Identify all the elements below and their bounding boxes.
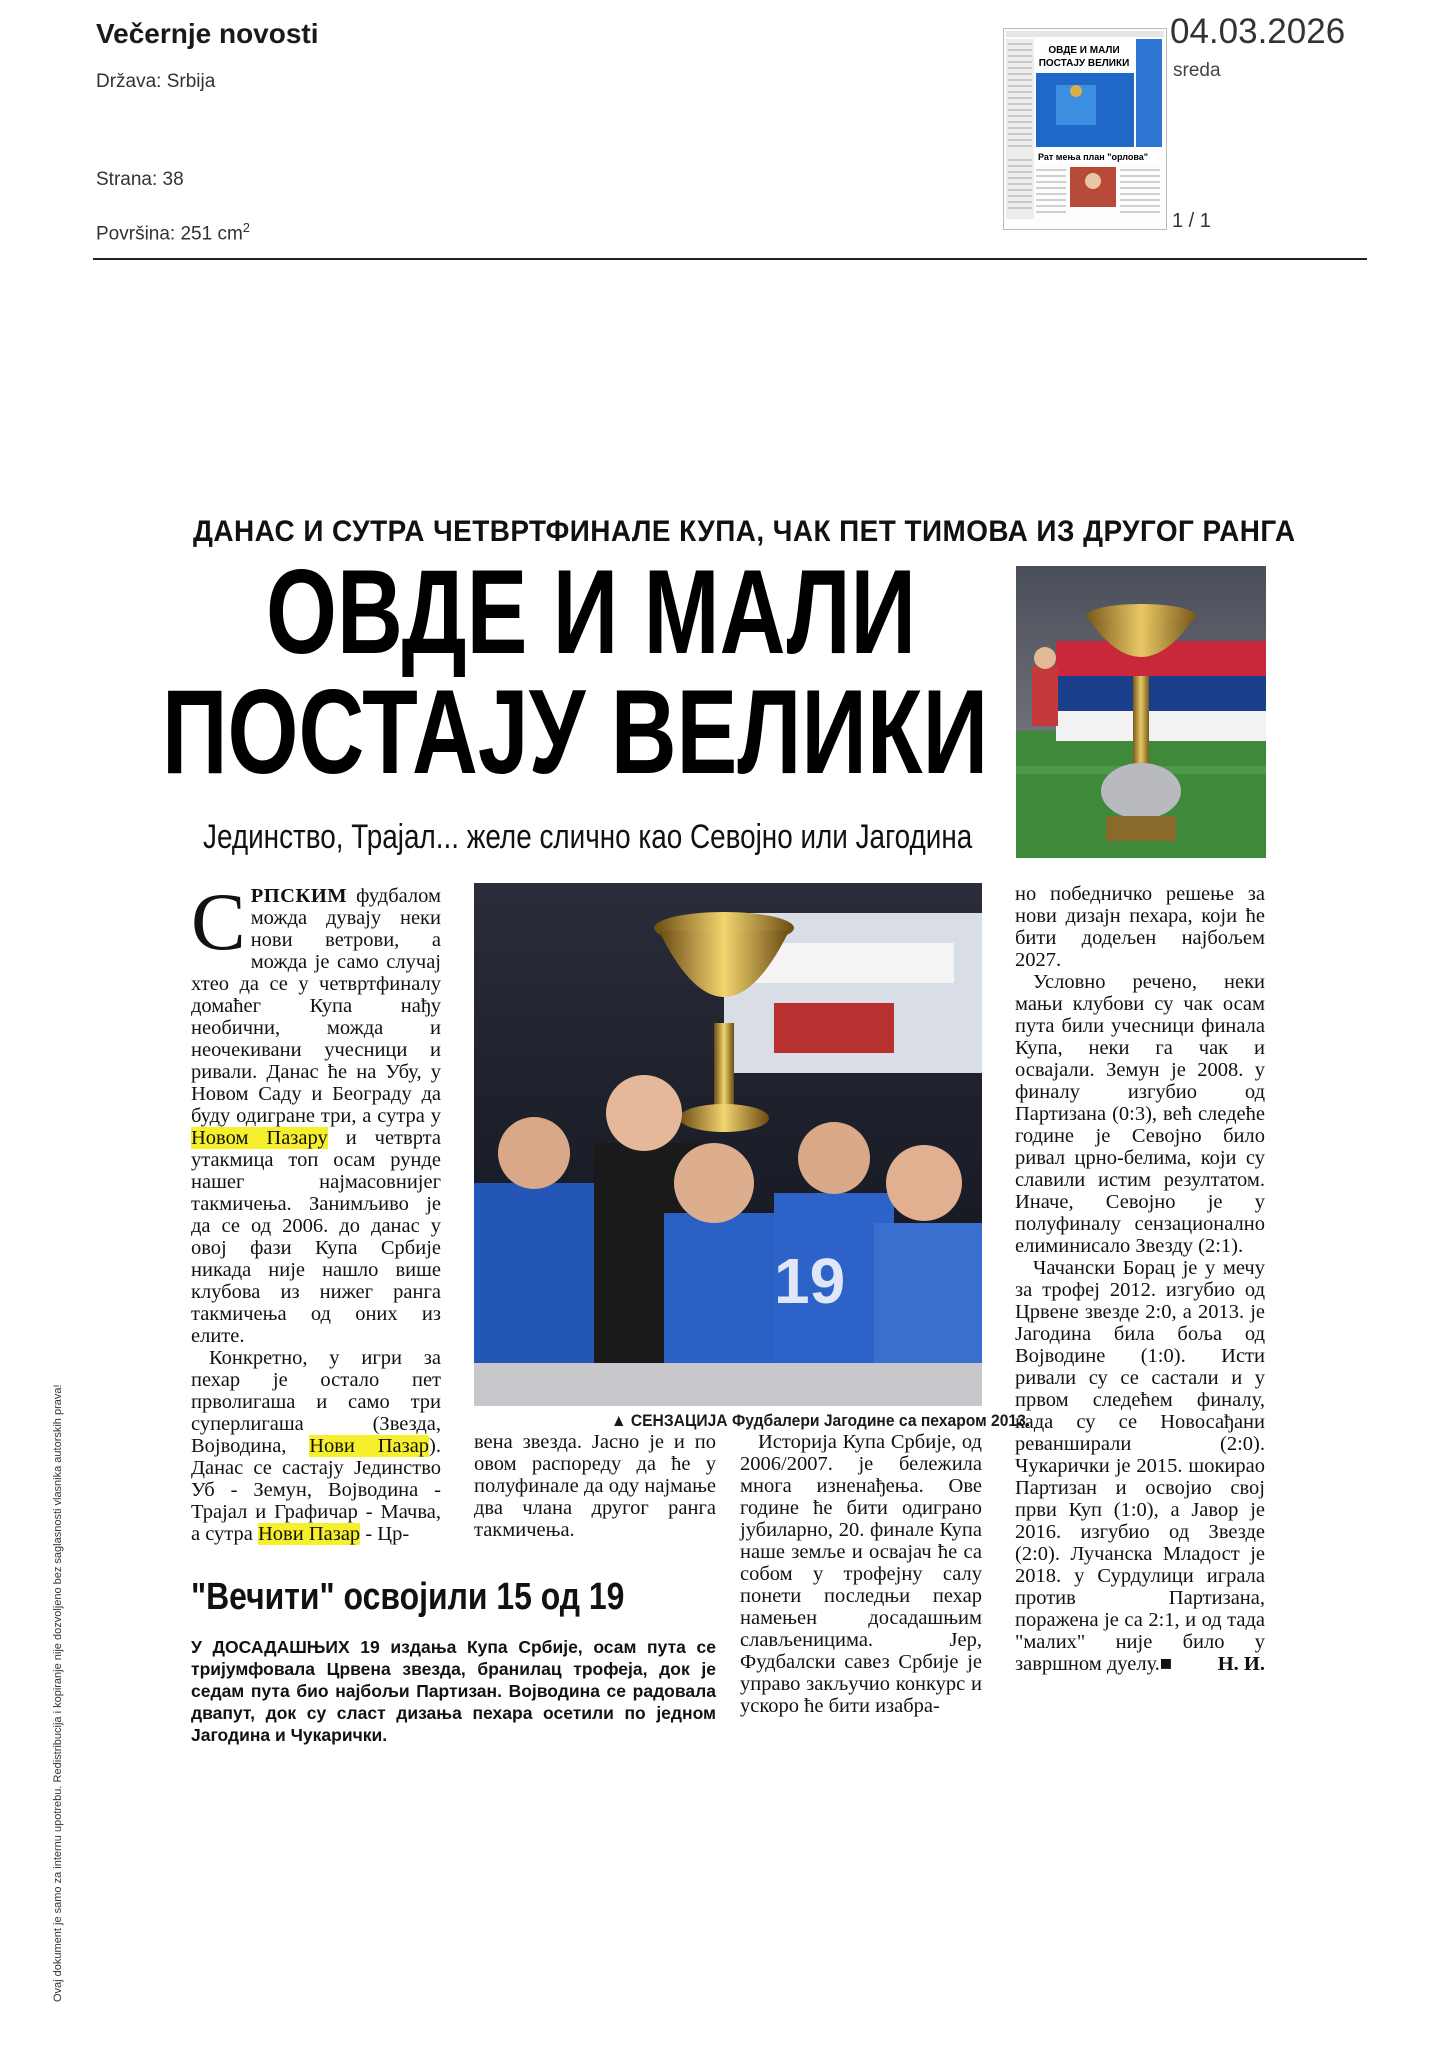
end-mark: ■: [1159, 1653, 1173, 1675]
players-with-trophy-photo: [474, 883, 982, 1406]
thumb-headline-2: ПОСТАЈУ ВЕЛИКИ: [1038, 58, 1130, 69]
col4-text-1: но победничко решење за нови дизајн пехара, који ће бити додељен најбољем 2027.: [1015, 883, 1265, 971]
lead-caps: РПСКИМ: [250, 885, 348, 907]
page-counter: 1 / 1: [1172, 210, 1211, 232]
col1-text-e: - Цр-: [360, 1523, 410, 1545]
page-thumbnail[interactable]: [1003, 28, 1167, 230]
issue-date: 04.03.2026: [1170, 12, 1346, 51]
col3-text: Историја Купа Србије, од 2006/2007. је бележила многа изненађења. Ове године ће бити одиграно јубиларно, 20. финале Купа наше земље и освајач ће са собом у трофејну салу понети последњи пехар намењен досадашњим слављеницима. Јер, Фудбалски савез Србије је управо закључио конкурс и ускоро ће бити изабра-: [740, 1431, 982, 1717]
col2-text: вена звезда. Јасно је и по овом распореду да ће у полуфинале да оду најмање два члана другог ранга такмичења.: [474, 1431, 716, 1541]
article-subhead: Јединство, Трајал... желе слично као Севојно или Јагодина: [203, 818, 973, 856]
highlight-novi-pazar: Новом Пазару: [191, 1127, 328, 1149]
caption-label: ▲ СЕНЗАЦИЈА: [611, 1411, 728, 1430]
area-unit-superscript: 2: [242, 220, 251, 235]
copyright-disclaimer: Ovaj dokument je samo za internu upotrebu. Redistribucija i kopiranje nije dozvoljeno bez saglasnosti vlasnika autorskih prava!: [52, 1384, 64, 2002]
cup-trophy-photo: [1016, 566, 1266, 858]
publication-name: Večernje novosti: [96, 18, 319, 49]
header-divider: [93, 258, 1367, 260]
col4-text-3: Чачански Борац је у мечу за трофеј 2012. изгубио од Црвене звезде 2:0, а 2013. је Јагодина била боља од Војводине (1:0). Исти ривали су се састали и у првом следећем финалу, када су се Новосађани реванширали (2:0). Чукарички је 2015. шокирао Партизан и освојио свој први Куп (1:0), а Јавор је 2016. изгубио од Звезде (2:0). Лучанска Младост је 2018. у Сурдулици играла против Партизана, поражена је са 2:1, и од тада "малих" није било у завршном дуелу.: [1015, 1257, 1265, 1675]
page-number-label: Strana: 38: [96, 169, 184, 190]
article-kicker: ДАНАС И СУТРА ЧЕТВРТФИНАЛЕ КУПА, ЧАК ПЕТ ТИМОВА ИЗ ДРУГОГ РАНГА: [193, 515, 1296, 548]
photo-caption: [611, 1411, 1030, 1431]
country-label: Država: Srbija: [96, 71, 216, 92]
issue-weekday: sreda: [1173, 60, 1221, 81]
sidebar-box-text: У ДОСАДАШЊИХ 19 издања Купа Србије, осам пута се тријумфовала Црвена звезда, бранилац трофеја, док је седам пута био најбољи Партизан. Војводина се радовала двапут, док су сласт дизања пехара осетили по једном Јагодина и Чукарички.: [191, 1637, 716, 1745]
article-column-1: [191, 876, 441, 1545]
article-headline-line2: ПОСТАЈУ ВЕЛИКИ: [162, 665, 989, 799]
area-label: [96, 220, 250, 245]
article-column-3: [740, 1431, 982, 1717]
thumb-headline-1: ОВДЕ И МАЛИ: [1048, 45, 1120, 56]
col1-text-b: и четврта утакмица топ осам рунде нашег најмасовнијег такмичења. Занимљиво је да се од 2006. до данас у овој фази Купа Србије никада није нашло више клубова из нижег ранга такмичења од оних из елите.: [191, 1127, 441, 1347]
article-column-4: [1015, 883, 1265, 1675]
author-initials: Н. И.: [1217, 1653, 1265, 1675]
area-value: Površina: 251 cm: [96, 223, 243, 245]
article-headline-line1: ОВДЕ И МАЛИ: [266, 545, 917, 679]
thumb-bottom-headline: Рат мења план "орлова": [1038, 152, 1149, 162]
col1-text-a: фудбалом можда дувају неки нови ветрови, а можда је само случај хтео да се у четвртфиналу домаћег Купа нађу необични, можда и неочекивани учесници и ривали. Данас ће на Убу, у Новом Саду и Београду да буду одигране три, а сутра у: [191, 885, 441, 1127]
col4-text-2: Условно речено, неки мањи клубови су чак осам пута били учесници финала Купа, неки га чак и освајали. Земун је 2008. у финалу изгубио од Партизана (0:3), већ следеће године је Севојно било ривал црно-белима, који су славили истим резултатом. Иначе, Севојно је у полуфиналу сензационално елиминисало Звезду (2:1).: [1015, 971, 1265, 1257]
col1-text-d: ). Данас се састају Јединство Уб - Земун, Војводина - Трајал и Графичар - Мачва, а сутра: [191, 1435, 441, 1545]
caption-text: Фудбалери Јагодине са пехаром 2013.: [727, 1411, 1031, 1430]
article-column-2: [474, 1431, 716, 1541]
drop-cap: С: [191, 876, 246, 967]
svg-text:19: 19: [774, 1245, 846, 1317]
highlight-novi-pazar: Нови Пазар: [258, 1523, 361, 1545]
sidebar-box-title: "Вечити" освојили 15 од 19: [191, 1576, 625, 1618]
highlight-novi-pazar: Нови Пазар: [309, 1435, 430, 1457]
col1-text-c: Конкретно, у игри за пехар је остало пет прволигаша и само три суперлигаша (Звезда, Војводина,: [191, 1347, 441, 1457]
